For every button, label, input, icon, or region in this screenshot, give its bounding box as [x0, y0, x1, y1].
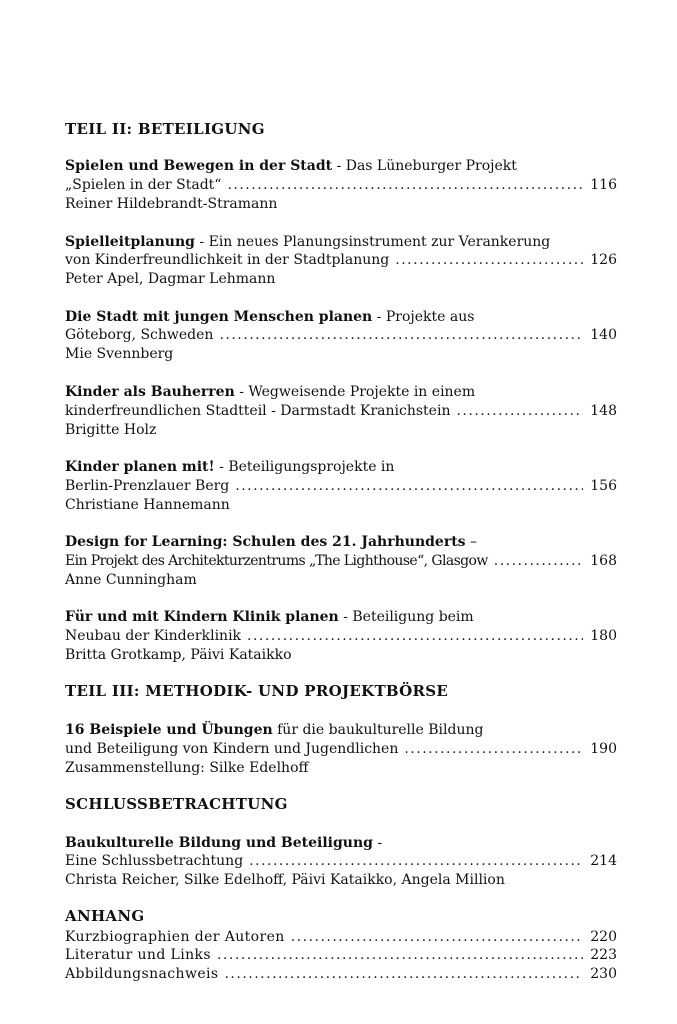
entry-authors: Anne Cunningham	[65, 572, 197, 588]
leader-dots	[227, 176, 583, 194]
leader-dots	[456, 402, 583, 420]
entry-authors: Christa Reicher, Silke Edelhoff, Päivi Kataikko, Angela Million	[65, 872, 505, 888]
entry-head: Spielleitplanung	[65, 234, 195, 250]
entry-line2: und Beteiligung von Kindern und Jugendlichen	[65, 741, 399, 757]
page-number: 140	[590, 327, 617, 343]
page-number: 223	[590, 947, 617, 963]
entry-authors: Reiner Hildebrandt-Stramann	[65, 196, 278, 212]
leader-dots	[247, 627, 583, 645]
page-number: 156	[590, 478, 617, 494]
entry-row	[65, 627, 617, 645]
page-number: 180	[590, 628, 617, 644]
leader-dots	[249, 852, 583, 870]
leader-dots	[404, 740, 583, 758]
page-number: 168	[590, 553, 617, 569]
entry-sub: - Ein neues Planungsinstrument zur Verankerung	[194, 234, 551, 250]
entry-head: Baukulturelle Bildung und Beteiligung	[65, 835, 373, 851]
entry-sub: für die baukulturelle Bildung	[272, 722, 484, 738]
appendix-row	[65, 946, 617, 964]
section-heading: TEIL III: METHODIK- UND PROJEKTBÖRSE	[65, 682, 449, 700]
entry-head: Kinder als Bauherren	[65, 384, 235, 400]
page-number: 116	[590, 177, 617, 193]
leader-dots	[494, 552, 583, 570]
entry-line2: Neubau der Kinderklinik	[65, 628, 242, 644]
entry-title-line	[65, 383, 617, 401]
section-heading: TEIL II: BETEILIGUNG	[65, 120, 265, 138]
appendix-label: Abbildungsnachweis	[65, 966, 219, 982]
section-heading: ANHANG	[65, 907, 145, 925]
entry-row	[65, 176, 617, 194]
entry-head: Spielen und Bewegen in der Stadt	[65, 158, 333, 174]
entry-row	[65, 552, 617, 570]
entry-line2: Eine Schlussbetrachtung	[65, 853, 244, 869]
appendix-label: Kurzbiographien der Autoren	[65, 929, 285, 945]
entry-authors: Britta Grotkamp, Päivi Kataikko	[65, 647, 292, 663]
leader-dots	[291, 928, 583, 946]
entry-head: Design for Learning: Schulen des 21. Jahrhunderts	[65, 534, 466, 550]
entry-row	[65, 326, 617, 344]
page-number: 220	[590, 929, 617, 945]
entry-row	[65, 740, 617, 758]
entry-line2: „Spielen in der Stadt“	[65, 177, 222, 193]
page-number: 214	[590, 853, 617, 869]
entry-head: 16 Beispiele und Übungen	[65, 722, 273, 738]
entry-title-line	[65, 721, 617, 739]
entry-row	[65, 251, 617, 269]
leader-dots	[395, 251, 583, 269]
entry-sub: - Beteiligungsprojekte in	[214, 459, 395, 475]
entry-sub: - Projekte aus	[372, 309, 475, 325]
entry-line2: Berlin-Prenzlauer Berg	[65, 478, 230, 494]
leader-dots	[219, 326, 583, 344]
entry-title-line	[65, 608, 617, 626]
entry-line2: Ein Projekt des Architekturzentrums „The Lighthouse“, Glasgow	[65, 553, 488, 569]
leader-dots	[217, 946, 583, 964]
entry-sub: –	[465, 534, 478, 550]
entry-authors: Brigitte Holz	[65, 422, 157, 438]
entry-sub: - Wegweisende Projekte in einem	[234, 384, 476, 400]
entry-authors: Christiane Hannemann	[65, 497, 230, 513]
page-number: 190	[590, 741, 617, 757]
entry-sub: - Beteiligung beim	[338, 609, 474, 625]
entry-authors: Peter Apel, Dagmar Lehmann	[65, 271, 276, 287]
appendix-label: Literatur und Links	[65, 947, 212, 963]
page-number: 148	[590, 403, 617, 419]
entry-row	[65, 852, 617, 870]
entry-authors: Zusammenstellung: Silke Edelhoff	[65, 760, 309, 776]
entry-title-line	[65, 308, 617, 326]
leader-dots	[224, 965, 583, 983]
page-number: 126	[590, 252, 617, 268]
entry-title-line	[65, 458, 617, 476]
entry-line2: kinderfreundlichen Stadtteil - Darmstadt Kranichstein	[65, 403, 451, 419]
section-heading: SCHLUSSBETRACHTUNG	[65, 795, 288, 813]
entry-head: Kinder planen mit!	[65, 459, 215, 475]
entry-title-line	[65, 233, 617, 251]
page-number: 230	[590, 966, 617, 982]
entry-authors: Mie Svennberg	[65, 346, 174, 362]
entry-line2: Göteborg, Schweden	[65, 327, 214, 343]
entry-row	[65, 477, 617, 495]
entry-title-line	[65, 834, 617, 852]
leader-dots	[235, 477, 583, 495]
appendix-row	[65, 928, 617, 946]
entry-line2: von Kinderfreundlichkeit in der Stadtplanung	[65, 252, 390, 268]
entry-sub: -	[372, 835, 383, 851]
entry-head: Die Stadt mit jungen Menschen planen	[65, 309, 373, 325]
appendix-row	[65, 965, 617, 983]
entry-row	[65, 402, 617, 420]
entry-sub: - Das Lüneburger Projekt	[332, 158, 517, 174]
entry-title-line	[65, 157, 617, 175]
entry-title-line	[65, 533, 617, 551]
entry-head: Für und mit Kindern Klinik planen	[65, 609, 339, 625]
